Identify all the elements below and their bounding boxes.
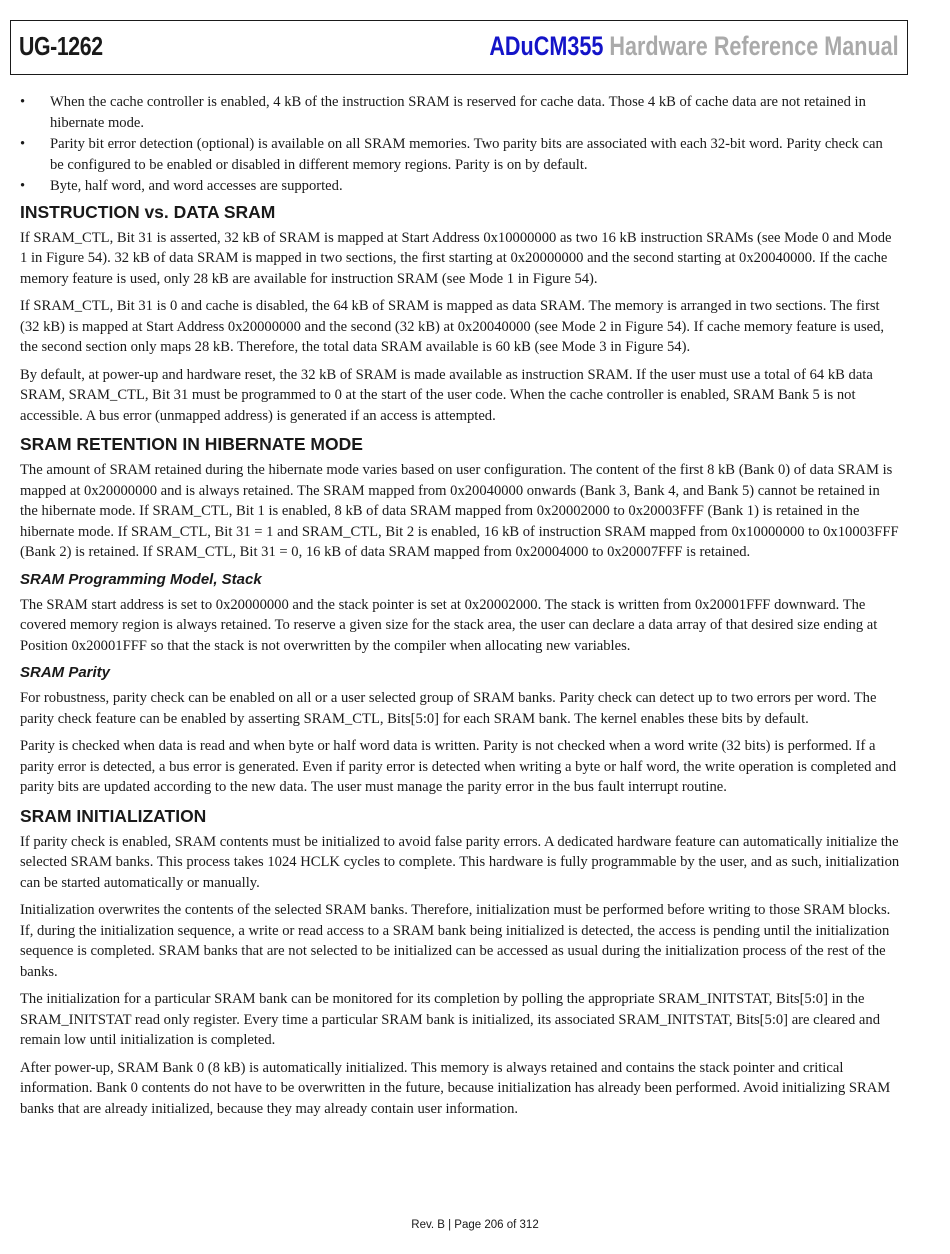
paragraph: By default, at power-up and hardware reset, the 32 kB of SRAM is made available as instruction SRAM. If the user must use a total of 64 kB data SRAM, SRAM_CTL, Bit 31 must be programmed to 0 at the start of the user code. When the cache controller is enabled, SRAM Bank 5 is not accessible. A bus error (unmapped address) is generated if an access is attempted. xyxy=(20,366,873,424)
bullet-text: Parity bit error detection (optional) is available on all SRAM memories. Two parity bits are associated with each 32-bit word. Parity check can be configured to be enabled or disabled in different memory regions. Parity is on by default. xyxy=(50,136,883,173)
list-item xyxy=(20,134,900,175)
paragraph: If SRAM_CTL, Bit 31 is 0 and cache is disabled, the 64 kB of SRAM is mapped as data SRAM. The memory is arranged in two sections. The first (32 kB) is mapped at Start Address 0x20000000 and the second (32 kB) at 0x20040000 (see Mode 2 in Figure 54). If cache memory feature is used, the second section only maps 28 kB. Therefore, the total data SRAM available is 60 kB (see Mode 3 in Figure 54). xyxy=(20,298,885,355)
section-heading-initialization: SRAM INITIALIZATION xyxy=(20,805,207,826)
paragraph: The SRAM start address is set to 0x20000000 and the stack pointer is set at 0x20002000. The stack is written from 0x20001FFF downward. The covered memory region is always retained. To reserve a given size for the stack area, the user can declare a data array of that desired size ending at Position 0x20001FFF so that the stack is not overwritten by the compiler when allocating new variables. xyxy=(20,596,878,654)
bullet-glyph: • xyxy=(20,94,26,110)
subsection-heading-parity: SRAM Parity xyxy=(20,664,111,681)
bullet-text: When the cache controller is enabled, 4 kB of the instruction SRAM is reserved for cache data. Those 4 kB of cache data are not retained in hibernate mode. xyxy=(50,94,866,131)
section-heading-retention: SRAM RETENTION IN HIBERNATE MODE xyxy=(20,434,363,454)
page-body xyxy=(20,92,900,1126)
bullet-glyph: • xyxy=(20,136,26,152)
bullet-text: Byte, half word, and word accesses are supported. xyxy=(50,178,343,194)
feature-bullet-list xyxy=(20,92,900,197)
document-id: UG-1262 xyxy=(19,31,103,61)
document-title xyxy=(490,31,899,62)
page-header xyxy=(10,20,908,75)
list-item xyxy=(20,92,900,133)
subsection-heading-stack: SRAM Programming Model, Stack xyxy=(20,570,262,588)
product-name: ADuCM355 xyxy=(489,31,604,61)
list-item xyxy=(20,176,900,197)
paragraph: Parity is checked when data is read and when byte or half word data is written. Parity is not checked when a word write (32 bits) is performed. If a parity error is detected, a bus error is generated. Even if parity error is detected when writing a byte or half word, the write operation is completed and parity bits are updated according to the new data. The user must manage the parity error in the bus fault interrupt routine. xyxy=(20,738,897,795)
manual-title: Hardware Reference Manual xyxy=(609,31,899,61)
page-footer: Rev. B | Page 206 of 312 xyxy=(411,1219,539,1231)
paragraph: After power-up, SRAM Bank 0 (8 kB) is automatically initialized. This memory is always retained and contains the stack pointer and critical information. Bank 0 contents do not have to be overwritten in the future, because initialization has already been performed. Avoid initializing SRAM banks that are already initialized, because they may already contain user information. xyxy=(20,1059,891,1117)
paragraph: For robustness, parity check can be enabled on all or a user selected group of SRAM banks. Parity check can detect up to two errors per word. The parity check feature can be enabled by asserting SRAM_CTL, Bits[5:0] for each SRAM bank. The kernel enables these bits by default. xyxy=(20,690,877,727)
paragraph: Initialization overwrites the contents of the selected SRAM banks. Therefore, initialization must be performed before writing to those SRAM blocks. If, during the initialization sequence, a write or read access to a SRAM bank being initialized is detected, the access is pending until the initialization sequence is completed. SRAM banks that are not selected to be initialized can be accessed as usual during the initialization process of the rest of the banks. xyxy=(20,902,891,980)
paragraph: The initialization for a particular SRAM bank can be monitored for its completion by polling the appropriate SRAM_INITSTAT, Bits[5:0] in the SRAM_INITSTAT read only register. Every time a particular SRAM bank is initialized, its associated SRAM_INITSTAT, Bits[5:0] are cleared and remain low until initialization is completed. xyxy=(20,991,880,1048)
section-heading-instruction-data: INSTRUCTION vs. DATA SRAM xyxy=(20,201,276,222)
paragraph: If parity check is enabled, SRAM contents must be initialized to avoid false parity errors. A dedicated hardware feature can automatically initialize the selected SRAM banks. This process takes 1024 HCLK cycles to complete. This hardware is fully programmable by the user, and as such, initialization can be started automatically or manually. xyxy=(20,833,900,891)
paragraph: The amount of SRAM retained during the hibernate mode varies based on user configuration. The content of the first 8 kB (Bank 0) of data SRAM is mapped at 0x20000000 and is always retained. The SRAM mapped from 0x20040000 onwards (Bank 3, Bank 4, and Bank 5) cannot be retained in the hibernate mode. If SRAM_CTL, Bit 1 is enabled, 8 kB of data SRAM mapped from 0x20002000 to 0x20003FFF (Bank 1) is retained in the hibernate mode. If SRAM_CTL, Bit 31 = 1 and SRAM_CTL, Bit 2 is enabled, 16 kB of instruction SRAM mapped from 0x10000000 to 0x10003FFF (Bank 2) is retained. If SRAM_CTL, Bit 31 = 0, 16 kB of data SRAM mapped from 0x20004000 to 0x20007FFF is retained. xyxy=(20,462,899,560)
paragraph: If SRAM_CTL, Bit 31 is asserted, 32 kB of SRAM is mapped at Start Address 0x10000000 as two 16 kB instruction SRAMs (see Mode 0 and Mode 1 in Figure 54). 32 kB of data SRAM is mapped in two sections, the first starting at 0x20000000 and the second starting at 0x20040000. If the cache memory feature is used, only 28 kB are available for instruction SRAM (see Mode 1 in Figure 54). xyxy=(20,229,892,287)
bullet-glyph: • xyxy=(20,178,26,194)
